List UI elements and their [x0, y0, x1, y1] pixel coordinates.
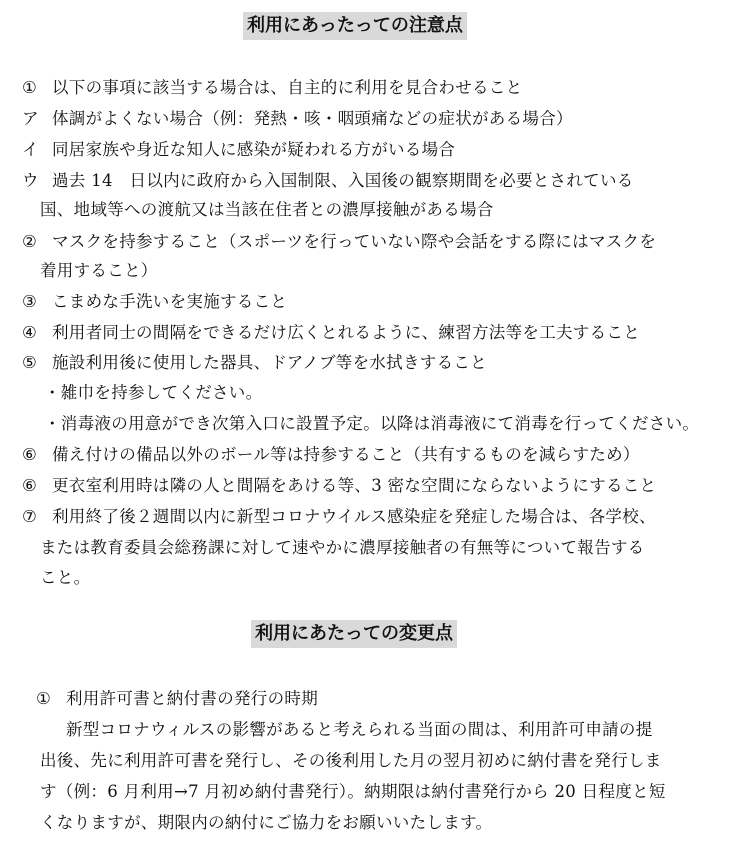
notice-item-6b: [22, 475, 656, 497]
notice-item-5: [22, 352, 487, 374]
notice-item-2: [22, 231, 656, 253]
item-mark: イ: [22, 140, 39, 159]
notice-item-i: [22, 139, 455, 161]
changes-body-line-3: す（例：6 月利用→7 月初め納付書発行）。納期限は納付書発行から 20 日程度と短: [40, 782, 666, 801]
item-mark: ⑤: [22, 353, 38, 372]
item-text: 同居家族や身近な知人に感染が疑われる方がいる場合: [52, 140, 456, 159]
item-text: 利用者同士の間隔をできるだけ広くとれるように、練習方法等を工夫すること: [52, 323, 640, 342]
item-text: 体調がよくない場合（例：発熱・咳・咽頭痛などの症状がある場合）: [52, 109, 573, 128]
notice-item-2-continuation: 着用すること）: [40, 261, 158, 280]
item-text: こまめな手洗いを実施すること: [52, 292, 288, 311]
changes-body-line-4: くなりますが、期限内の納付にご協力をお願いいたします。: [40, 813, 493, 832]
item-mark: ⑥: [22, 476, 38, 495]
notice-item-u-continuation: 国、地域等への渡航又は当該在住者との濃厚接触がある場合: [40, 200, 494, 219]
item-title: 利用許可書と納付書の発行の時期: [66, 689, 318, 708]
item-text: 備え付けの備品以外のボール等は持参すること（共有するものを減らすため）: [52, 445, 640, 464]
notice-item-a: [22, 108, 573, 130]
notice-heading: 利用にあったっての注意点: [243, 12, 467, 40]
item-mark: ウ: [22, 171, 39, 190]
notice-item-u: [22, 170, 634, 192]
item-mark: ②: [22, 232, 38, 251]
notice-item-3: [22, 291, 287, 313]
item-mark: ア: [22, 109, 39, 128]
item-mark: ⑦: [22, 507, 38, 526]
notice-item-4: [22, 322, 640, 344]
notice-bullet-cloth: ・雑巾を持参してください。: [44, 383, 263, 402]
item-text: 更衣室利用時は隣の人と間隔をあける等、3 密な空間にならないようにすること: [52, 476, 657, 495]
item-mark: ③: [22, 292, 38, 311]
notice-item-7-continuation: または教育委員会総務課に対して速やかに濃厚接触者の有無等について報告する: [40, 538, 645, 557]
changes-body-line-2: 出後、先に利用許可書を発行し、その後利用した月の翌月初めに納付書を発行しま: [40, 751, 662, 770]
item-text: マスクを持参すること（スポーツを行っていない際や会話をする際にはマスクを: [52, 232, 657, 251]
item-text: 過去 14 日以内に政府から入国制限、入国後の観察期間を必要とされている: [52, 171, 634, 190]
notice-item-6a: [22, 444, 640, 466]
item-text: 利用終了後２週間以内に新型コロナウイルス感染症を発症した場合は、各学校、: [52, 507, 656, 526]
item-mark: ④: [22, 323, 38, 342]
notice-bullet-disinfectant: ・消毒液の用意ができ次第入口に設置予定。以降は消毒液にて消毒を行ってください。: [44, 414, 700, 433]
item-mark: ①: [36, 689, 52, 708]
changes-body-line-1: 新型コロナウィルスの影響があると考えられる当面の間は、利用許可申請の提: [66, 720, 653, 739]
notice-item-7: [22, 506, 656, 528]
notice-item-1: [22, 77, 522, 99]
item-mark: ⑥: [22, 445, 38, 464]
notice-item-7-continuation-2: こと。: [40, 568, 91, 587]
changes-item-1: [36, 688, 318, 710]
item-text: 以下の事項に該当する場合は、自主的に利用を見合わせること: [52, 78, 523, 97]
item-text: 施設利用後に使用した器具、ドアノブ等を水拭きすること: [52, 353, 487, 372]
changes-heading: 利用にあたっての変更点: [251, 620, 457, 648]
item-mark: ①: [22, 78, 38, 97]
